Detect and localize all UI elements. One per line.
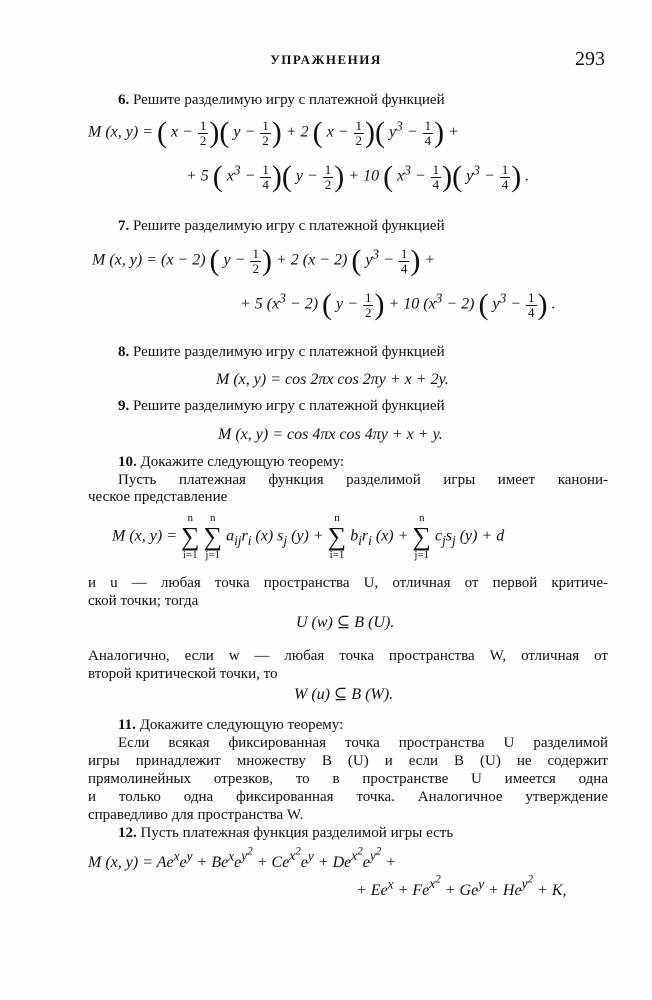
canonical-formula: M (x, y) = n ∑ i=1 n ∑ j=1 $a_{ij}r_i$ (x) $s_j$ (y) + n ∑ i=1 $b_ir_i$ (x) + n ∑ j=1 $c_js_j$ (y) + d [112,512,505,561]
ex10-line-4: ской точки; тогда [88,593,199,609]
exercise-number: 8. [118,344,130,360]
exercise-number: 9. [118,398,130,414]
exercise-text: Докажите следующую теорему: [140,454,345,470]
formula-6-line-1: M (x, y) = ( x − $\frac{1}{2}$ )( y − $\frac{1}{2}$ ) + 2 ( x − $\frac{1}{2}$ )( $y^3$ − $\frac{1}{4}$ ) + [88,116,459,149]
exercise-text: Решите разделимую игру с платежной функцией [133,344,445,360]
exercise-number: 6. [118,92,130,108]
exercise-number: 10. [118,454,137,470]
ex11-line-5: справедливо для пространства W. [88,807,304,823]
exercise-text: Решите разделимую игру с платежной функцией [133,218,445,234]
ex11-line-2: игры принадлежит множеству B (U) и если B (U) не содержит [88,753,608,769]
ex10-line-5: Аналогично, если w — любая точка пространства W, отличная от [88,648,608,664]
exercise-7 [118,218,608,235]
ex11-line-3: прямолинейных отрезков, то в пространстве U имеется одна [88,771,608,787]
formula-10-b: W (u) ⊆ B (W). [294,686,394,703]
ex10-line-2: ческое представление [88,489,228,505]
exercise-text: Пусть платежная функция разделимой игры есть [140,825,454,841]
exercise-number: 11. [118,717,136,733]
ex10-line-3: и u — любая точка пространства U, отличная от первой критиче- [88,575,608,591]
formula-12-line-1: M (x, $y) = Ae^xe^y + Be^xe^{y^2} + Ce^{x^2}e^y + De^{x^2}e^{y^2}$ + [88,846,397,871]
page-number: 293 [575,48,605,70]
exercise-10-title [118,454,608,471]
formula-12-line-2: + $Ee^x + Fe^{x^2} + Ge^y + He^{y^2} + K$, [356,874,567,899]
formula-10-a: U (w) ⊆ B (U). [296,614,395,631]
formula-9: M (x, y) = cos 4πx cos 4πy + x + y. [218,426,443,443]
exercise-text: Решите разделимую игру с платежной функцией [133,398,445,414]
formula-7-line-2: + 5 $(x^3 - 2)$ ( y − $\frac{1}{2}$ ) + 10 $(x^3 - 2)$ ( $y^3$ − $\frac{1}{4}$ ) . [240,288,556,321]
exercise-9 [118,398,608,415]
formula-6-line-2: + 5 ( $x^3$ − $\frac{1}{4}$ )( y − $\frac{1}{2}$ ) + 10 ( $x^3$ − $\frac{1}{4}$ )( $y^3$ − $\frac{1}{4}$ ) . [186,160,530,193]
running-header: УПРАЖНЕНИЯ [270,52,382,67]
exercise-text: Докажите следующую теорему: [139,717,344,733]
ex11-line-4: и только одна фиксированная точка. Аналогичное утверждение [88,789,608,805]
exercise-6 [118,92,608,109]
exercise-8 [118,344,608,361]
formula-7-line-1: M (x, y) = (x − 2) ( y − $\frac{1}{2}$ ) + 2 (x − 2) ( $y^3$ − $\frac{1}{4}$ ) + [92,244,436,277]
exercise-number: 12. [118,825,137,841]
exercise-number: 7. [118,218,130,234]
exercise-12 [118,825,608,842]
exercise-11-title [118,717,608,734]
ex10-line-1: Пусть платежная функция разделимой игры имеет канони- [118,472,608,488]
ex11-line-1: Если всякая фиксированная точка пространства U разделимой [118,735,608,751]
formula-8: M (x, y) = cos 2πx cos 2πy + x + 2y. [216,371,449,388]
ex10-line-6: второй критической точки, то [88,666,278,682]
exercise-text: Решите разделимую игру с платежной функцией [133,92,445,108]
